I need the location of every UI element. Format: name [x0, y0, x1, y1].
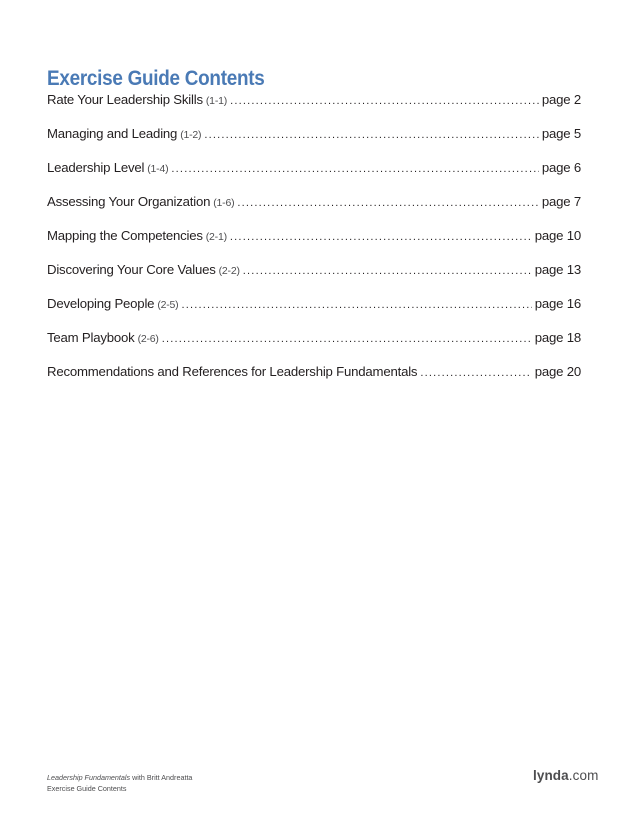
- toc-item-mapping-competencies[interactable]: [47, 228, 581, 262]
- footer-author: with Britt Andreatta: [132, 773, 193, 782]
- toc-item-code: (2-1): [205, 231, 227, 243]
- toc-item-code: (2-2): [218, 265, 240, 277]
- toc-item-label: Managing and Leading (1-2): [47, 126, 202, 141]
- toc-leader-dots: [204, 129, 539, 141]
- toc-item-page: page 5: [541, 126, 581, 141]
- toc-item-label: Assessing Your Organization (1-6): [47, 194, 235, 209]
- toc-item-leadership-level[interactable]: [47, 160, 581, 194]
- lynda-logo: [533, 768, 598, 783]
- toc-item-assessing-organization[interactable]: [47, 194, 581, 228]
- toc-item-page: page 13: [534, 262, 581, 277]
- toc-item-discovering-core-values[interactable]: [47, 262, 581, 296]
- toc-item-page: page 7: [541, 194, 581, 209]
- toc-leader-dots: [420, 367, 531, 379]
- logo-domain: .com: [568, 768, 599, 783]
- toc-item-label: Leadership Level (1-4): [47, 160, 169, 175]
- toc-item-developing-people[interactable]: [47, 296, 581, 330]
- toc-leader-dots: [237, 197, 538, 209]
- toc-item-label: Rate Your Leadership Skills (1-1): [47, 92, 228, 107]
- toc-leader-dots: [162, 333, 532, 345]
- toc-item-rate-leadership-skills[interactable]: [47, 92, 581, 126]
- toc-item-page: page 2: [541, 92, 581, 107]
- toc-item-page: page 20: [534, 364, 581, 379]
- page-title: Exercise Guide Contents: [47, 67, 265, 91]
- logo-brand: lynda: [533, 768, 569, 783]
- toc-item-code: (1-2): [180, 129, 202, 141]
- footer-book-line: [47, 772, 192, 783]
- toc-item-label: Developing People (2-5): [47, 296, 179, 311]
- toc-item-team-playbook[interactable]: [47, 330, 581, 364]
- toc-item-code: (2-6): [137, 333, 159, 345]
- toc-item-label: Mapping the Competencies (2-1): [47, 228, 227, 243]
- toc-item-code: (2-5): [157, 299, 179, 311]
- toc-leader-dots: [243, 265, 532, 277]
- toc-leader-dots: [171, 163, 538, 175]
- toc-leader-dots: [181, 299, 531, 311]
- toc-item-managing-and-leading[interactable]: [47, 126, 581, 160]
- footer-section: Exercise Guide Contents: [47, 784, 127, 793]
- toc-item-label: Team Playbook (2-6): [47, 330, 159, 345]
- toc-item-page: page 6: [541, 160, 581, 175]
- table-of-contents: [47, 92, 581, 398]
- toc-item-label: Discovering Your Core Values (2-2): [47, 262, 240, 277]
- toc-item-recommendations-references[interactable]: [47, 364, 581, 398]
- toc-item-page: page 10: [534, 228, 581, 243]
- toc-item-page: page 16: [534, 296, 581, 311]
- toc-leader-dots: [230, 231, 532, 243]
- toc-item-page: page 18: [534, 330, 581, 345]
- footer-book-title: Leadership Fundamentals: [47, 773, 131, 782]
- footer-credits: [47, 772, 192, 794]
- toc-item-code: (1-4): [147, 163, 169, 175]
- toc-item-code: (1-1): [205, 95, 228, 107]
- toc-leader-dots: [230, 95, 539, 107]
- toc-item-label: Recommendations and References for Leadership Fundamentals: [47, 364, 418, 379]
- toc-item-code: (1-6): [213, 197, 235, 209]
